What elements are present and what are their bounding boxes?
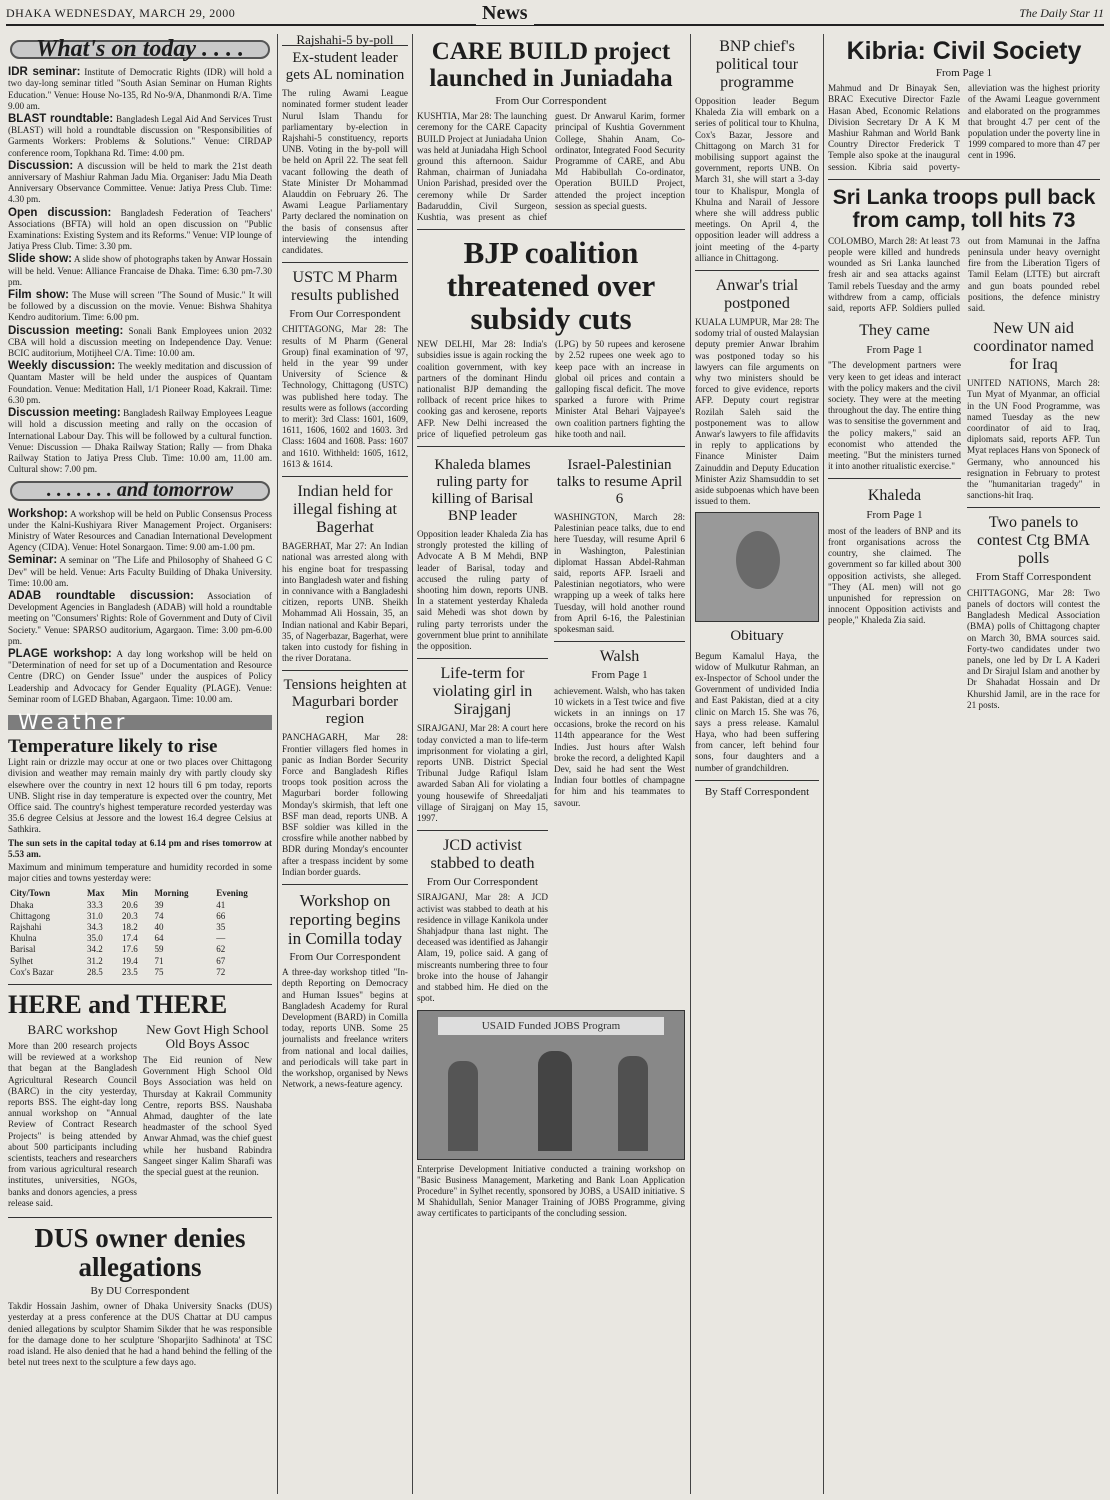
weather-cell: 39 xyxy=(154,899,164,910)
workshop-title: Workshop on reporting begins in Comilla today xyxy=(287,890,403,948)
govt-school-title: New Govt High School Old Boys Assoc xyxy=(146,1022,269,1052)
workshop-byline: From Our Correspondent xyxy=(289,950,401,963)
divider xyxy=(282,884,408,885)
column-bnp-anwar xyxy=(695,34,819,1494)
anwar-text: KUALA LUMPUR, Mar 28: The sodomy trial of ousted Malaysian deputy premier Anwar Ibrahim was postponed today so his lawyers can file arguments on why two ministers should be forced to give evidence, reports AFP. Deputy court registrar Rozilah Saleh said the postponement was to allow Anwar's lawyers to file affidavits in reply to applications by Finance Minister Daim Zainuddin and Deputy Education Minister Aziz Shamsuddin to set aside subpoenas which have been issued to them. xyxy=(695,317,819,507)
weather-cell: 23.5 xyxy=(121,966,138,977)
event-title: BLAST roundtable: xyxy=(8,113,114,126)
column-rule xyxy=(277,34,278,1494)
event-item xyxy=(8,254,272,288)
weather-cell: Khulna xyxy=(10,933,37,944)
person-silhouette xyxy=(618,1056,648,1151)
israel-text: WASHINGTON, March 28: Palestinian peace talks, due to end here Tuesday, will resume April 6 in Washington, Palestinian diplomat Hassan Abdel-Rahman said, reports AFP. Israeli and Palestinian negotiators, who were wrapping up a week of talks here Tuesday, will hold another round from April 6-16, the Palestinian spokesman said. xyxy=(554,512,685,635)
weather-cell: 33.3 xyxy=(87,899,103,910)
indian-title: Indian held for illegal fishing at Bagerhat xyxy=(293,483,397,537)
event-text: The weekly meditation and discussion of Quantam Master will be held under the auspices of Quantam Foundation. Venue: Meditation Hall, 1/1 Pioneer Road, Kakrail. Time: 6.30 pm. xyxy=(8,361,272,405)
event-text: A workshop will be held on Public Consensus Process under the Kalni-Kushiyara River Management Project. Organisers: Ministry of Water Resources and Canadian International Development Agency (CIDA). Venue: Hotel Sonargaon. Time: 9.00 am-1.00 pm. xyxy=(8,508,272,553)
srilanka-text: COLOMBO, March 28: At least 73 people were killed and hundreds wounded as Sri Lanka launched fresh air and sea attacks against Tamil rebels Tuesday and the army withdrew from a camp, officials said, reports AFP. Soldiers pulled out from Mamunai in the Jaffna peninsula under heavy overnight fire from the Liberation Tigers of Tamil Eelam (LTTE) but aircraft and gun boats pounded rebel positions, the defence ministry said. xyxy=(828,235,1100,314)
event-title: Seminar: xyxy=(8,554,58,567)
weather-cell: Dhaka xyxy=(10,899,34,910)
jobs-banner: USAID Funded JOBS Program xyxy=(438,1017,664,1035)
event-item xyxy=(8,649,272,705)
event-title: Open discussion: xyxy=(8,206,112,219)
divider xyxy=(282,262,408,263)
walsh-text: achievement. Walsh, who has taken 10 wickets in a Test twice and five wickets in an innings on 17 occasions, broke the record on his 114th appearance for the West Indies. Just hours after Walsh broke the record, a delighted Kapil Dev, said he had sent the West Indian four bottles of champagne for him and his teammates to savour. xyxy=(554,685,685,808)
weather-cell: Cox's Bazar xyxy=(10,966,54,977)
event-item xyxy=(8,161,272,206)
column-briefs xyxy=(282,34,408,1494)
life-term-title: Life-term for violating girl in Sirajganj xyxy=(432,665,533,719)
tomorrow-heading: . . . . . . . and tomorrow xyxy=(10,481,270,500)
tension-title: Tensions heighten at Magurbari border region xyxy=(283,677,407,728)
they-came-title: They came xyxy=(859,322,930,340)
weather-row xyxy=(8,944,272,955)
events-list xyxy=(8,67,272,475)
event-item xyxy=(8,290,272,324)
event-title: Discussion: xyxy=(8,159,74,172)
weather-header-cell: City/Town xyxy=(10,888,51,899)
event-text: Bangladesh Railway Employees League will hold a discussion meeting and rally on the occasion of International Labour Day. This will be followed by a cultural function. Venue: Discussion — Dhaka Railway Station; Rally — from Dhaka Railway Station to Jatiya Press Club. Time: 10.00 am, 11.00 am. Cultural show: 7.00 pm. xyxy=(8,408,272,475)
dus-byline: By DU Correspondent xyxy=(90,1285,190,1298)
khaleda-cont-text: most of the leaders of BNP and its front organisations across the country, she claimed. The government so far killed about 300 opposition activists, she alleged. "They (AL men) will not go unpunished for repression on innocent Opposition activists and people," Khaleda Zia said. xyxy=(828,525,961,626)
weather-cell: — xyxy=(216,933,226,944)
barc-title: BARC workshop xyxy=(27,1022,118,1038)
weather-row xyxy=(8,967,272,978)
weather-cell: 17.6 xyxy=(121,944,138,955)
weather-cell: 35.0 xyxy=(87,933,103,944)
event-title: Discussion meeting: xyxy=(8,324,124,337)
bjp-text: NEW DELHI, Mar 28: India's subsidies issue is again rocking the coalition government, with key partners of the dominant Hindu nationalist BJP demanding the rollback of recent price hikes to cooking gas and kerosene, reports AFP. New Delhi increased the price of liquefied petroleum gas (LPG) by 50 rupees and kerosene by 2.52 rupees one week ago to keep pace with an increase in global oil prices and contain a galloping fiscal deficit. The move sparked a furore with Prime Minister Atal Behari Vajpayee's own coalition partners fighting the hike tooth and nail. xyxy=(417,339,685,439)
weather-row xyxy=(8,922,272,933)
column-rule xyxy=(412,34,413,1494)
event-text: A slide show of photographs taken by Anwar Hossain will be held. Venue: Alliance Francaise de Dhaka. Time: 6.30 pm-7.30 pm. xyxy=(8,254,272,287)
jcd-text: SIRAJGANJ, Mar 28: A JCD activist was stabbed to death at his residence in village Kanikola under Shahjadpur thana last night. The deceased was identified as Jahangir Alam, 19, police said. A gang of miscreants numbering three to four broke into the house of Jahangir and stabbed him. He died on the spot. xyxy=(417,892,548,1004)
weather-cell: 35 xyxy=(216,922,226,933)
staff-byline: By Staff Correspondent xyxy=(704,785,810,798)
weather-row xyxy=(8,900,272,911)
bjp-title: BJP coalition threatened over subsidy cuts xyxy=(446,235,656,337)
event-item xyxy=(8,591,272,647)
divider xyxy=(828,478,961,479)
ustc-byline: From Our Correspondent xyxy=(289,308,401,321)
khaleda-text: Opposition leader Khaleda Zia has strongly protested the killing of Advocate A B M Mehdi, BNP leader of Barisal, today and accused the ruling party of shooting him down, reports UNB. In a statement yesterday Khaleda said Mehedi was shot down by ruling party terrorists under the government blue print to annihilate the opposition. xyxy=(417,529,548,652)
section-title: News xyxy=(476,2,534,25)
bnp-tour-title: BNP chief's political tour programme xyxy=(715,38,799,91)
event-title: Workshop: xyxy=(8,507,68,520)
bma-polls-text: CHITTAGONG, Mar 28: Two panels of doctors will contest the Bangladesh Medical Association (BMA) polls of Chittagong chapter on March 30, BMA sources said. Forty-two candidates under two panels, one led by Dr L A Kaderi and Dr Sirajul Islam and another by Dr Shahadat Hossain and Dr Khurshid Jamil, are in the race for 21 posts. xyxy=(967,587,1100,710)
care-text: KUSHTIA, Mar 28: The launching ceremony for the CARE Capacity BUILD Project at Juniadaha Union was held at Juniadaha High School ground this afternoon. Saidur Rahman, chairman of Juniadaha Union Parishad, presided over the ceremony while Dr Sarder Badaruddin, Civil Surgeon, Kushtia, was present as chief guest. Dr Anwarul Karim, former principal of Kushtia Government College, Shahin Anam, Co-ordinator, Integrated Food Security Programme of CARE, and Abu Md Habibullah Co-ordinator, Operation BUILD Project, attended the project inception session as special guests. xyxy=(417,111,685,223)
walsh-title: Walsh xyxy=(599,648,640,666)
divider xyxy=(695,270,819,271)
weather-cell: 66 xyxy=(216,910,226,921)
workshop-photo xyxy=(417,1010,685,1160)
divider xyxy=(417,446,685,447)
care-title: CARE BUILD project launched in Juniadaha xyxy=(429,38,673,92)
khaleda-title: Khaleda blames ruling party for killing of Barisal BNP leader xyxy=(431,457,534,525)
divider xyxy=(417,658,548,659)
weather-text: Light rain or drizzle may occur at one or two places over Chittagong division and weather may remain mainly dry with partly cloudy sky elsewhere over the country in next 12 hours till 6 pm today, reports UNB. Slight rise in day temperature is expected over the country, Met Office said. The country's highest temperature recorded yesterday was 35.6 degree Celsius at Jessore and the lowest 16.4 degree Celsius at Sathkira. xyxy=(8,757,272,835)
weather-cell: 71 xyxy=(154,955,164,966)
weather-cell: 62 xyxy=(216,944,226,955)
weather-cell: 20.3 xyxy=(121,910,138,921)
divider xyxy=(554,641,685,642)
event-title: Film show: xyxy=(8,289,70,302)
dateline: DHAKA WEDNESDAY, MARCH 29, 2000 xyxy=(6,6,236,20)
event-title: PLAGE workshop: xyxy=(8,647,112,660)
event-title: Slide show: xyxy=(8,253,72,266)
weather-cell: 64 xyxy=(154,933,164,944)
sun-times: The sun sets in the capital today at 6.14 pm and rises tomorrow at 5.53 am. xyxy=(8,837,272,859)
weather-cell: 18.2 xyxy=(121,922,138,933)
obituary-text: Begum Kamalul Haya, the widow of Mulkutur Rahman, an ex-Inspector of School under the Government of undivided India and East Pakistan, died at a city clinic on March 15. She was 76, says a press release. Kamalul Haya, who had been suffering from cancer, left behind four sons, four daughters and a number of grandchildren. xyxy=(695,650,819,773)
weather-row xyxy=(8,956,272,967)
jcd-title: JCD activist stabbed to death xyxy=(430,837,535,873)
person-silhouette xyxy=(538,1051,572,1151)
event-text: Bangladesh Legal Aid And Services Trust (BLAST) will hold a roundtable discussion on "Responsibilities of Garments Workers: Problems & Solutions." Venue: CIRDAP conference room, Topkhana Rd. Time: 4.00 pm. xyxy=(8,114,272,158)
weather-table xyxy=(8,888,272,978)
weather-cell: 17.4 xyxy=(121,933,138,944)
divider xyxy=(417,830,548,831)
weather-header-cell: Evening xyxy=(216,888,248,899)
column-rule xyxy=(823,34,824,1494)
rajshahi-kicker: Rajshahi-5 by-poll xyxy=(282,34,408,46)
event-title: Discussion meeting: xyxy=(8,407,121,420)
event-item xyxy=(8,509,272,554)
weather-header-cell: Max xyxy=(87,888,105,899)
bnp-tour-text: Opposition leader Begum Khaleda Zia will embark on a series of political tour to Khulna, Cox's Bazar, Jessore and Chittagong on March 31 for mobilising support against the government, reports UNB. On March 31, she will start a 3-day tour to Khalispur, Mongla of Khulna and Narail of Jessore where she will address public meetings. On April 4, the opposition leader will address a joint meeting of the 4-party alliance in Chittagong. xyxy=(695,96,819,263)
weather-cell: 31.0 xyxy=(87,910,103,921)
ex-student-title: Ex-student leader gets AL nomination xyxy=(285,50,405,84)
weather-table-intro: Maximum and minimum temperature and humidity recorded in some major cities and towns yesterday were: xyxy=(8,862,272,884)
weather-cell: 75 xyxy=(154,966,164,977)
weather-cell: 72 xyxy=(216,966,226,977)
event-item xyxy=(8,67,272,112)
weather-cell: 41 xyxy=(216,899,226,910)
khaleda-cont-from: From Page 1 xyxy=(866,509,923,522)
un-aid-text: UNITED NATIONS, March 28: Tun Myat of Myanmar, an official in the UN Food Programme, was named Tuesday as the new coordinator of aid to Iraq, diplomats said, reports AFP. Tun Myat replaces Hans von Sponeck of Germany, who announced his resignation in February to protest the "humanitarian tragedy" in sanctions-hit Iraq. xyxy=(967,378,1100,501)
event-item xyxy=(8,114,272,159)
ustc-text: CHITTAGONG, Mar 28: The results of M Pharm (General Group) final examination of '97, held in the year '99 under University of Science & Technology, Chittagong (USTC) was published here today. The results were as follows (according to merit): 3rd Class: 1601, 1609, 1611, 1606, 1602 and 1603. 3rd Class: 1604 and 1608. Pass: 1607 and 1610. Withheld: 1605, 1612, 1613 & 1614. xyxy=(282,324,408,469)
ustc-title: USTC M Pharm results published xyxy=(291,269,399,305)
weather-row xyxy=(8,933,272,944)
photo-caption: Enterprise Development Initiative conducted a training workshop on "Basic Business Management, Marketing and Bank Loan Application Procedure" in Sylhet recently, sponsored by JOBS, a USAID initiative. S M Shahidullah, Senior Manager Training of JOBS Programme, giving away certificates to participants of the concluding session. xyxy=(417,1164,685,1219)
paper-page-number: The Daily Star 11 xyxy=(1019,6,1104,20)
weather-cell: 31.2 xyxy=(87,955,103,966)
event-text: A seminar on "The Life and Philosophy of Shaheed G C Dev" will be held. Venue: Arts Faculty Building of Dhaka University. Time: 10.00 am. xyxy=(8,555,272,588)
dus-title: DUS owner denies allegations xyxy=(34,1223,246,1283)
event-text: Sonali Bank Employees union 2032 CBA will hold a discussion meeting on Independence Day. Venue: BCIC auditorium, Motijheel C/A. Time: 10.00 am. xyxy=(8,325,272,359)
event-title: Weekly discussion: xyxy=(8,360,116,373)
event-item xyxy=(8,555,272,589)
divider xyxy=(8,984,272,985)
obituary-title: Obituary xyxy=(730,627,784,644)
divider xyxy=(282,476,408,477)
weather-cell: 34.2 xyxy=(87,944,103,955)
event-item xyxy=(8,208,272,253)
event-title: IDR seminar: xyxy=(8,66,81,79)
event-text: A day long workshop will be held on "Determination of need for set up of a Documentation and Resource Centre (DRC) on Gender Issue" under the auspices of Policy Leadership and Advocacy for Gender Equality (PLAGE). Venue: Seminar room of LGED Bhaban, Agargaon. Time: 10.00 am. xyxy=(8,648,272,704)
weather-header-cell: Min xyxy=(121,888,138,899)
khaleda-cont-title: Khaleda xyxy=(867,487,922,505)
life-term-text: SIRAJGANJ, Mar 28: A court here today convicted a man to life-term imprisonment for violating a girl, reports UNB. District Special Tribunal Judge Rafiqul Islam awarded Saban Ali for violating a young housewife of Shreedaljati village of Sirajganj on May 15, 1997. xyxy=(417,723,548,823)
portrait xyxy=(736,531,780,589)
weather-header-cell: Morning xyxy=(154,888,189,899)
kibria-text: Mahmud and Dr Binayak Sen, BRAC Executive Director Fazle Hasan Abed, Economic Relations Division Secretary Dr A K M Mashiur Rahman and World Bank Country Director Frederick T Temple also spoke at the inaugural session. Kibria said poverty-alleviation was the highest priority of the Awami League government and elaborated on the programmes that brought 4.7 per cent of the population under the poverty line in 1999 compared to more than 47 per cent in 1996. xyxy=(828,83,1100,172)
tomorrow-events-list xyxy=(8,509,272,705)
weather-cell: Sylhet xyxy=(10,955,34,966)
un-aid-title: New UN aid coordinator named for Iraq xyxy=(973,320,1094,374)
weather-table-header xyxy=(8,888,272,899)
divider xyxy=(695,780,819,781)
bma-polls-byline: From Staff Correspondent xyxy=(975,571,1092,584)
obituary-photo xyxy=(695,512,819,622)
dus-text: Takdir Hossain Jashim, owner of Dhaka University Snacks (DUS) yesterday at a press conference at the DUS Chattar at DU campus denied allegations by sculptor Shamim Sikder that he was responsible for the damage done to her sculpture 'Shoparjito Sadhinota' at TSC road island. He also denied that he had a hand behind the felling of the betel nut trees next to the sculpture a few days ago. xyxy=(8,1301,272,1368)
care-byline: From Our Correspondent xyxy=(495,95,607,107)
divider xyxy=(417,229,685,230)
srilanka-title: Sri Lanka troops pull back from camp, toll hits 73 xyxy=(832,185,1096,232)
weather-title: Temperature likely to rise xyxy=(8,736,218,758)
indian-text: BAGERHAT, Mar 27: An Indian national was arrested along with his engine boat for trespassing into Bangladesh water and fishing in connivance with a Bangladeshi citizen, reports UNB. Sheikh Mohammad Ali Hossain, 35, an Indian national and Kabir Bepari, 35, of Nagerbazar, Bagerhat, were taken into custody for fishing in the river Doratana. xyxy=(282,541,408,664)
event-text: Institute of Democratic Rights (IDR) will hold a two day-long seminar titled "South Asian Seminar on Human Rights Education." Venue: House No-135, Rd No-9/A, Dhanmondi R/A. Time 9.00 am. xyxy=(8,67,272,111)
whats-on-heading: What's on today . . . . xyxy=(10,40,270,59)
event-text: Bangladesh Federation of Teachers' Associations (BFTA) will hold an open discussion on "Public Examinations: Existing System and its Reforms." Venue: VIP lounge of Jatiya Press Club. Time: 3.30 pm. xyxy=(8,207,272,252)
weather-heading: Weather xyxy=(8,715,272,730)
weather-cell: Rajshahi xyxy=(10,922,42,933)
weather-cell: 19.4 xyxy=(121,955,138,966)
they-came-text: "The development partners were very keen to get ideas and interact with the policy makers and the civil society. They were at the meeting throughout the day. The entire thing was to sensitise the government and the policy makers," said an economist who attended the meeting. "But the ministers turned it into another ritualistic exercise." xyxy=(828,360,961,472)
govt-school-text: The Eid reunion of New Government High School Old Boys Association was held on Thursday at Kakrail Community Centre, reports BSS. Naushaba Ahmad, daughter of the late headmaster of the school Syed Anwar Ahmad, was the chief guest while her husband Rabindra Sangeet singer Kalim Sharafi was the special guest at the reunion. xyxy=(143,1055,272,1178)
weather-cell: Barisal xyxy=(10,944,36,955)
israel-title: Israel-Palestinian talks to resume April 6 xyxy=(556,457,683,508)
masthead xyxy=(6,2,1104,26)
column-events-weather xyxy=(8,34,272,1494)
event-item xyxy=(8,326,272,360)
event-item xyxy=(8,408,272,475)
divider xyxy=(282,670,408,671)
kibria-title: Kibria: Civil Society xyxy=(846,37,1082,65)
weather-cell: Chittagong xyxy=(10,910,50,921)
event-text: The Muse will screen "The Sound of Music." It will be followed by a discussion on the movie. Venue: Bishwa Shahitya Kendro auditorium. Time: 6.00 pm. xyxy=(8,290,272,323)
barc-text: More than 200 research projects will be reviewed at a workshop that began at the Bangladesh Agricultural Research Council (BARC) in the city yesterday, reports BSS. The eight-day long annual workshop on "Annual Review of Contract Research Projects" is being attended by about 500 participants including scientists, teachers and researchers from various agricultural research institutes, universities, NGOs, banks and donors agencies, a press release said. xyxy=(8,1041,137,1208)
walsh-from: From Page 1 xyxy=(591,669,648,682)
person-silhouette xyxy=(448,1061,478,1151)
divider xyxy=(8,1217,272,1218)
divider xyxy=(967,507,1100,508)
weather-cell: 74 xyxy=(154,910,164,921)
weather-row xyxy=(8,911,272,922)
weather-cell: 40 xyxy=(154,922,164,933)
divider xyxy=(828,179,1100,180)
event-text: A discussion will be held to mark the 21st death anniversary of Mashiur Rahman Jadu Mia. Organiser: Jadu Mia Death Anniversary Observance Committee. Venue: Jatiya Press Club. Time: 4.30 pm. xyxy=(8,160,272,205)
they-came-from: From Page 1 xyxy=(866,344,923,357)
weather-cell: 20.6 xyxy=(121,899,138,910)
workshop-text: A three-day workshop titled "In-depth Reporting on Democracy and Human Issues" begins at Bangladesh Academy for Rural Development (BARD) in Comilla today, reports UNB. Some 25 journalists and freelance writers from national and local dailies, and periodicals will take part in the workshop, organised by News Network, a news-feature agency. xyxy=(282,967,408,1090)
column-kibria-srilanka xyxy=(828,34,1100,1494)
anwar-title: Anwar's trial postponed xyxy=(715,277,799,313)
weather-cell: 28.5 xyxy=(87,966,103,977)
weather-cell: 34.3 xyxy=(87,922,103,933)
event-text: Association of Development Agencies in Bangladesh (ADAB) will hold a roundtable meeting on "Consumers' Rights: Role of Government and Duty of Civil Society." Venue: SPARSO auditorium, Agargaon. Time: 3.00 pm-6.00 pm. xyxy=(8,590,272,646)
ex-student-text: The ruling Awami League nominated former student leader Nurul Islam Thandu for parliamentary by-election in Rajshahi-5 constituency, reports UNB. Voting in the by-poll will be held on April 22. The seat fell vacant following the death of State Minister Dr Mohammad Alauddin on February 26. The Awami League Parliamentary Party declared the nomination on the basis of consensus after interviewing the intending candidates. xyxy=(282,88,408,256)
here-and-there-heading: HERE and THERE xyxy=(8,990,228,1020)
column-rule xyxy=(690,34,691,1494)
bma-polls-title: Two panels to contest Ctg BMA polls xyxy=(977,514,1090,568)
jcd-byline: From Our Correspondent xyxy=(426,876,539,889)
weather-cell: 67 xyxy=(216,955,226,966)
column-main-news xyxy=(417,34,685,1494)
tension-text: PANCHAGARH, Mar 28: Frontier villagers fled homes in panic as Indian Border Security Force and Bangladesh Rifles troops took position across the Magurbari border following Monday's skirmish, that left one BSF man dead, reports UNB. A BSF soldier was killed in the crossfire while another nabbed by BDR during Monday's encounter after a trespass incident by some Indian border guards. xyxy=(282,732,408,877)
event-title: ADAB roundtable discussion: xyxy=(8,589,194,602)
weather-cell: 59 xyxy=(154,944,164,955)
kibria-from: From Page 1 xyxy=(935,67,993,79)
event-item xyxy=(8,361,272,406)
